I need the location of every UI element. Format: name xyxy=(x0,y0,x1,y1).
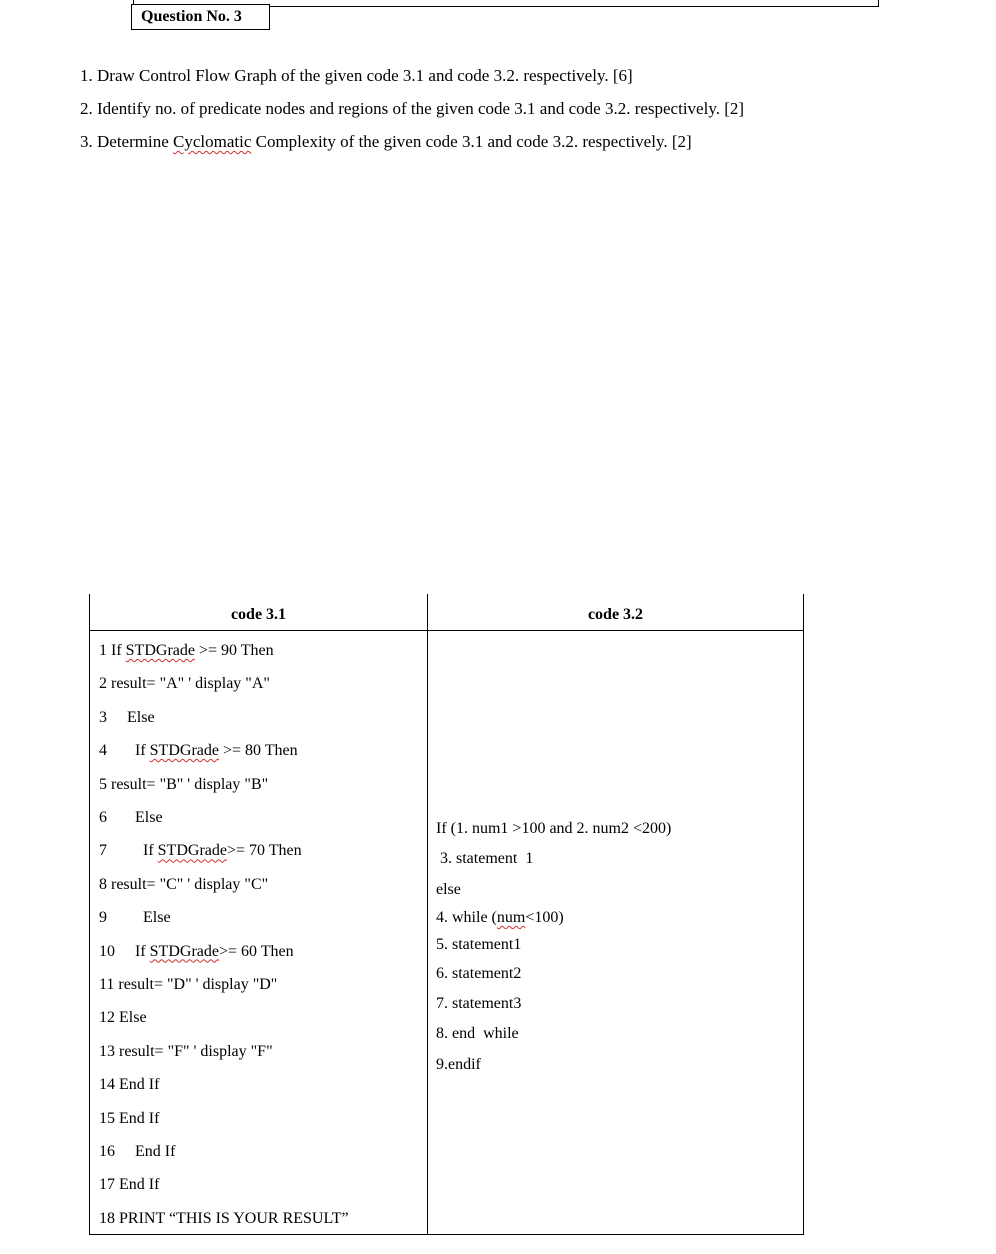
code-3-1-line xyxy=(99,1209,349,1229)
instruction-1 xyxy=(80,65,633,87)
code-text: 16 End If xyxy=(99,1143,176,1160)
table-right-border xyxy=(803,594,804,1235)
code-3-1-line xyxy=(99,775,268,795)
instruction-text-post: Complexity of the given code 3.1 and code 3.2. respectively. [2] xyxy=(251,132,692,151)
column-header-code-3-2: code 3.2 xyxy=(587,606,644,623)
code-3-1-line xyxy=(99,1075,159,1095)
code-3-1-line xyxy=(99,908,171,928)
code-text: 13 result= "F" ' display "F" xyxy=(99,1042,273,1060)
spellcheck-word: Cyclomatic xyxy=(173,132,252,151)
spellcheck-word: num xyxy=(496,909,526,926)
spellcheck-word: STDGrade xyxy=(149,742,219,760)
code-text: 7 If xyxy=(99,842,158,860)
instruction-text: Draw Control Flow Graph of the given code 3.1 and code 3.2. respectively. [6] xyxy=(97,66,633,85)
code-text: 5. statement1 xyxy=(436,936,522,953)
code-text: 11 result= "D" ' display "D" xyxy=(99,976,278,993)
code-text: 1 If xyxy=(99,642,126,659)
code-text: 10 If xyxy=(99,942,150,960)
code-text: 2 result= "A" ' display "A" xyxy=(99,675,270,693)
code-text-post: >= 70 Then xyxy=(226,842,302,860)
code-3-2-line xyxy=(436,994,521,1014)
code-3-2-line xyxy=(436,1055,481,1075)
code-3-1-line xyxy=(99,942,294,962)
instruction-text-pre: Determine xyxy=(97,132,173,151)
code-3-2-line xyxy=(436,849,533,869)
code-text: 4. while ( xyxy=(436,909,497,926)
code-3-2-line xyxy=(436,964,521,984)
code-3-2-line xyxy=(436,908,564,928)
code-text: 9.endif xyxy=(436,1056,481,1073)
code-text: 5 result= "B" ' display "B" xyxy=(99,775,269,793)
question-label: Question No. 3 xyxy=(131,4,270,30)
code-3-1-line xyxy=(99,808,163,828)
code-3-1-line xyxy=(99,1142,175,1162)
code-text: else xyxy=(436,881,461,898)
code-3-1-line xyxy=(99,741,298,761)
table-header-divider-right xyxy=(427,630,804,631)
code-text: 6. statement2 xyxy=(436,965,522,982)
code-3-2-line xyxy=(436,880,461,900)
code-text-post: >= 60 Then xyxy=(218,942,294,960)
code-text: 12 Else xyxy=(99,1009,147,1027)
code-text: If (1. num1 >100 and 2. num2 <200) xyxy=(436,820,672,837)
code-text: 8 result= "C" ' display "C" xyxy=(99,875,269,893)
code-text: 3. statement 1 xyxy=(436,850,534,867)
code-text-post: >= 90 Then xyxy=(194,642,274,659)
instruction-number: 3. xyxy=(80,132,93,151)
code-3-1-line xyxy=(99,674,270,694)
code-text: 18 PRINT “THIS IS YOUR RESULT” xyxy=(99,1209,349,1227)
code-3-2-line xyxy=(436,935,521,955)
code-text-post: >= 80 Then xyxy=(218,742,298,760)
table-header-divider-left xyxy=(89,630,427,631)
instruction-text: Identify no. of predicate nodes and regions of the given code 3.1 and code 3.2. respectively. [2] xyxy=(97,99,745,118)
code-text: 14 End If xyxy=(99,1076,160,1094)
code-text: 9 Else xyxy=(99,909,171,927)
instruction-3 xyxy=(80,131,692,153)
code-3-1-line xyxy=(99,1042,273,1062)
code-3-1-line xyxy=(99,1109,159,1129)
code-text-post: <100) xyxy=(525,909,564,926)
instruction-number: 2. xyxy=(80,99,93,118)
instruction-number: 1. xyxy=(80,66,93,85)
table-left-border xyxy=(89,594,90,1235)
column-header-code-3-1: code 3.1 xyxy=(230,606,287,623)
code-text: 3 Else xyxy=(99,708,155,726)
table-middle-border xyxy=(427,594,428,1235)
code-3-2-line xyxy=(436,1024,519,1044)
table-bottom-border xyxy=(89,1234,804,1235)
code-3-1-line xyxy=(99,641,274,661)
code-3-1-line xyxy=(99,975,277,995)
code-text: 6 Else xyxy=(99,809,163,826)
code-text: 7. statement3 xyxy=(436,995,522,1012)
code-text: 15 End If xyxy=(99,1109,160,1127)
code-text: 4 If xyxy=(99,742,150,760)
instruction-2 xyxy=(80,98,744,120)
code-3-1-line xyxy=(99,1175,159,1195)
code-text: 17 End If xyxy=(99,1176,160,1194)
spellcheck-word: STDGrade xyxy=(157,842,227,860)
code-3-1-line xyxy=(99,1008,147,1028)
code-3-1-line xyxy=(99,708,155,728)
code-3-2-line xyxy=(436,819,671,839)
code-text: 8. end while xyxy=(436,1025,519,1042)
spellcheck-word: STDGrade xyxy=(125,642,195,659)
spellcheck-word: STDGrade xyxy=(149,942,219,960)
code-3-1-line xyxy=(99,841,302,861)
code-3-1-line xyxy=(99,875,268,895)
